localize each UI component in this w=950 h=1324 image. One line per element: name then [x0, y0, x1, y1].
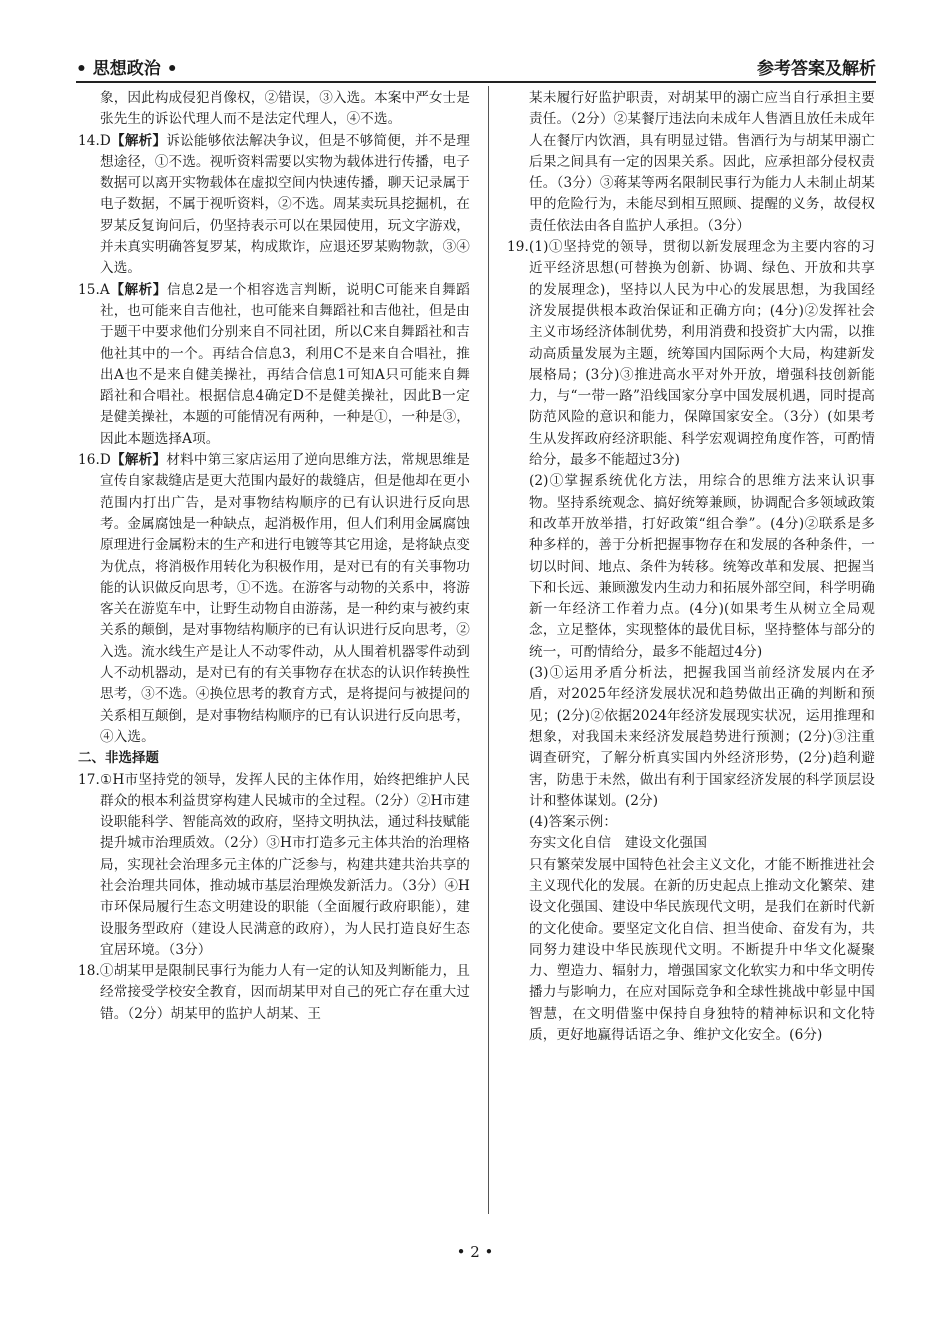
answer-18-num: 18.	[78, 963, 100, 980]
column-divider	[488, 86, 489, 1214]
answer-15	[78, 280, 470, 450]
answer-16-num: 16.D	[78, 452, 111, 469]
answer-14-keyword: 【解析】	[110, 132, 167, 149]
section-heading: 二、非选择题	[78, 751, 159, 767]
answer-19-part3: (3)①运用矛盾分析法，把握我国当前经济发展内在矛盾，对2025年经济发展状况和趋势做出正确的判断和预见；(2分)②依据2024年经济发展现实状况，运用推理和想象，对我国未来经济发展趋势进行预测；(2分)③注重调查研究，了解分析真实国内外经济形势，(2分)趋利避害，防患于未然，做出有利于国家经济发展的科学顶层设计和整体谋划。(2分)	[529, 665, 875, 809]
continued-answer-18: 某未履行好监护职责，对胡某甲的溺亡应当自行承担主要责任。（2分）②某餐厅违法向未成年人售酒且放任未成年人在餐厅内饮酒，具有明显过错。售酒行为与胡某甲溺亡后果之间具有一定的因果关系。因此，应承担部分侵权责任。（3分）③蒋某等两名限制民事行为能力人未制止胡某甲的危险行为，未能尽到相互照顾、提醒的义务，故侵权责任依法由各自监护人承担。（3分）	[529, 90, 875, 234]
page-number: • 2 •	[456, 1243, 494, 1261]
answer-14-text: 诉讼能够依法解决争议，但是不够简便，并不是理想途径，①不选。视听资料需要以实物为载体进行传播，电子数据可以离开实物载体在虚拟空间内快速传播，聊天记录属于电子数据，不属于视听资料，②不选。周某卖玩具挖掘机，在罗某反复询问后，仍坚持表示可以在果园使用，玩文字游戏，并未真实明确答复罗某，构成欺诈，应退还罗某购物款，③④入选。	[100, 132, 470, 277]
answer-19-part1	[507, 237, 875, 471]
essay-body: 只有繁荣发展中国特色社会主义文化，才能不断推进社会主义现代化的发展。在新的历史起点上推动文化繁荣、建设文化强国、建设中华民族现代文明，是我们在新时代新的文化使命。要坚定文化自信、担当使命、奋发有为，共同努力建设中华民族现代文明。不断提升中华文化凝聚力、塑造力、辐射力，增强国家文化软实力和中华文明传播力与影响力，在应对国际竞争和全球性挑战中彰显中国智慧，在文明借鉴中保持自身独特的精神标识和文化特质，更好地赢得话语之争、维护文化安全。(6分)	[529, 856, 875, 1044]
answer-15-keyword: 【解析】	[109, 281, 167, 298]
answer-14	[78, 131, 470, 280]
answer-16	[78, 450, 470, 748]
answer-19-num: 19.	[507, 239, 529, 256]
left-column	[78, 88, 470, 1025]
answer-17-text: ①H市坚持党的领导，发挥人民的主体作用，始终把维护人民群众的根本利益贯穿构建人民城市的全过程。（2分）②H市建设职能科学、智能高效的政府，坚持文明执法，通过科技赋能提升城市治理质效。（2分）③H市打造多元主体共治的治理格局，实现社会治理多元主体的广泛参与，构建共建共治共享的社会治理共同体，推动城市基层治理焕发新活力。（3分）④H市环保局履行生态文明建设的职能（全面履行政府职能），建设服务型政府（建设人民满意的政府），为人民打造良好生态宜居环境。（3分）	[99, 771, 470, 958]
header-rule	[76, 81, 876, 83]
answer-17	[78, 770, 470, 962]
section-title: 参考答案及解析	[757, 58, 876, 79]
answer-19-part4-heading: (4)答案示例：	[529, 814, 618, 831]
answer-19-part2: (2)①掌握系统优化方法，用综合的思维方法来认识事物。坚持系统观念、搞好统筹兼顾，协调配合多领域政策和改革开放举措，打好政策“组合拳”。(4分)②联系是多种多样的，善于分析把握事物存在和发展的各种条件，一切以时间、地点、条件为转移。统筹改革和发展、把握当下和长远、兼顾激发内生动力和拓展外部空间，科学明确新一年经济工作着力点。(4分)(如果考生从树立全局观念，立足整体，实现整体的最优目标，坚持整体与部分的统一，可酌情给分，最多不能超过4分)	[529, 473, 875, 660]
right-column	[507, 88, 875, 1046]
page-header	[76, 52, 876, 80]
answer-14-num: 14.D	[78, 132, 111, 149]
answer-15-text: 信息2是一个相容选言判断，说明C可能来自舞蹈社，也可能来自吉他社，也可能来自舞蹈社和吉他社，但是由于题干中要求他们分别来自不同社团，所以C来自舞蹈社和吉他社其中的一个。再结合信息3，利用C不是来自合唱社，推出A也不是来自健美操社，再结合信息1可知A只可能来自舞蹈社和合唱社。根据信息4确定D不是健美操社，因此B一定是健美操社，本题的可能情况有两种，一种是①，一种是③，因此本题选择A项。	[100, 281, 471, 447]
answer-18-text: ①胡某甲是限制民事行为能力人有一定的认知及判断能力，且经常接受学校安全教育，因而胡某甲对自己的死亡存在重大过错。（2分）胡某甲的监护人胡某、王	[99, 963, 470, 1022]
answer-16-keyword: 【解析】	[110, 452, 167, 469]
answer-19-part1-text: (1)①坚持党的领导，贯彻以新发展理念为主要内容的习近平经济思想(可替换为创新、协调、绿色、开放和共享的发展理念)，坚持以人民为中心的发展思想，为我国经济发展提供根本政治保证和正确方向；(4分)②发挥社会主义市场经济体制优势，利用消费和投资扩大内需，以推动高质量发展为主题，统筹国内国际两个大局，构建新发展格局；(3分)③推进高水平对外开放，增强科技创新能力，与“一带一路”沿线国家分享中国发展机遇，同时提高防范风险的意识和能力，保障国家安全。（3分）(如果考生从发挥政府经济职能、科学宏观调控角度作答，可酌情给分，最多不能超过3分)	[528, 239, 875, 469]
essay-title: 夯实文化自信 建设文化强国	[529, 835, 708, 852]
answer-15-num: 15.A	[78, 281, 110, 298]
answer-17-num: 17.	[78, 771, 100, 788]
answer-16-text: 材料中第三家店运用了逆向思维方法，常规思维是宣传自家裁缝店是更大范围内最好的裁缝店，但是他却在更小范围内打出广告，是对事物结构顺序的已有认识进行反向思考。金属腐蚀是一种缺点，起消极作用，但人们利用金属腐蚀原理进行金属粉末的生产和进行电镀等其它用途，是将缺点变为优点，将消极作用转化为积极作用，是对已有的有关事物功能的认识做反向思考，①不选。在游客与动物的关系中，将游客关在游览车中，让野生动物自由游荡，是一种约束与被约束关系的颠倒，是对事物结构顺序的已有认识进行反向思考，②入选。流水线生产是让人不动零件动，从人围着机器零件动到人不动机器动，是对已有的有关事物存在状态的认识作转换性思考，③不选。④换位思考的教育方式，是将提问与被提问的关系相互颠倒，是对事物结构顺序的已有认识进行反向思考，④入选。	[100, 452, 470, 745]
answer-18	[78, 961, 470, 1025]
subject-title: • 思想政治 •	[76, 58, 178, 79]
continued-answer: 象，因此构成侵犯肖像权，②错误，③入选。本案中严女士是张先生的诉讼代理人而不是法定代理人，④不选。	[100, 90, 470, 128]
